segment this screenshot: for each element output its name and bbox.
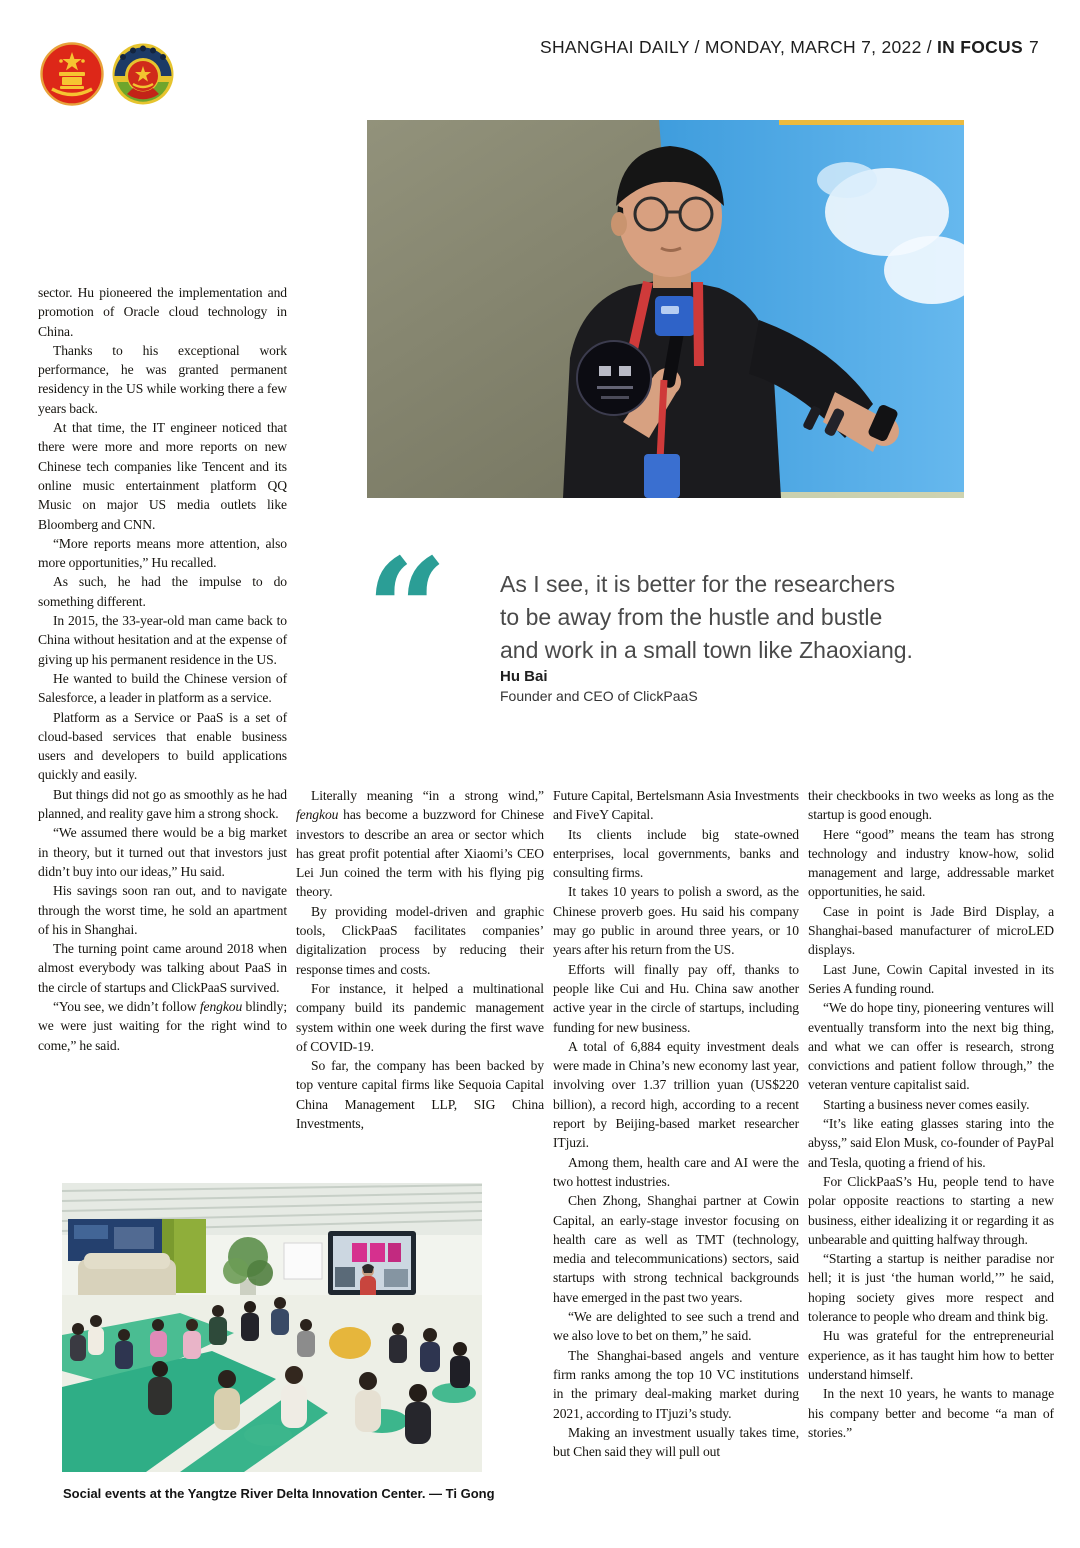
article-column-2 — [296, 786, 544, 1133]
paragraph: The Shanghai-based angels and venture firm ranks among the top 10 VC institutions in the primary deal-making market during 2021, according to ITjuzi’s study. — [553, 1347, 799, 1421]
paragraph: Last June, Cowin Capital invested in its Series A funding round. — [808, 961, 1054, 996]
paragraph: Making an investment usually takes time, but Chen said they will pull out — [553, 1424, 799, 1460]
paragraph: Chen Zhong, Shanghai partner at Cowin Capital, an early-stage investor focusing on health care as well as TMT (technology, media and telecommunications) sectors, said startups with strong technical backgrounds have emerged in the past two years. — [553, 1193, 799, 1305]
quote-mark-icon: “ — [366, 528, 448, 694]
paragraph: Platform as a Service or PaaS is a set of cloud-based services that enable business users and developers to build applications quickly and easily. — [38, 709, 287, 783]
paragraph: “We are delighted to see such a trend and we also love to bet on them,” he said. — [553, 1309, 799, 1344]
paragraph: “You see, we didn’t follow fengkou blindly; we were just waiting for the right wind to come,” he said. — [38, 998, 288, 1053]
paragraph: Thanks to his exceptional work performance, he was granted permanent residency in the US while working there a few years back. — [38, 342, 287, 416]
china-national-emblem-icon — [40, 42, 104, 106]
paragraph: “We assumed there would be a big market in theory, but it turned out that investors just didn’t buy into our ideas,” Hu said. — [38, 825, 287, 879]
page-header — [540, 37, 1039, 58]
event-photo — [62, 1183, 482, 1472]
quote-author: Hu Bai — [500, 668, 548, 685]
paragraph: By providing model-driven and graphic tools, ClickPaaS facilitates companies’ digitalization process by reducing their response times and costs. — [296, 903, 544, 977]
article-column-3 — [553, 786, 799, 1461]
paragraph: Among them, health care and AI were the two hottest industries. — [553, 1154, 799, 1189]
paragraph: sector. Hu pioneered the implementation and promotion of Oracle cloud technology in China. — [38, 285, 287, 339]
article-column-4 — [808, 786, 1054, 1442]
paragraph: As such, he had the impulse to do something different. — [38, 574, 287, 609]
paragraph: At that time, the IT engineer noticed that there were more and more reports on new Chinese tech companies like Tencent and its online music entertainment platform QQ Music on major US media outlets like Bloomberg and CNN. — [38, 420, 287, 532]
paragraph: Efforts will finally pay off, thanks to people like Cui and Hu. China saw another active year in the circle of startups, including funding for new business. — [553, 961, 799, 1035]
paragraph: In 2015, the 33-year-old man came back to China without hesitation and at the expense of giving up his permanent residence in the US. — [38, 613, 287, 667]
section-title: IN FOCUS — [936, 37, 1023, 57]
paragraph: Here “good” means the team has strong technology and industry know-how, solid management and large, addressable market opportunities, he said. — [808, 826, 1054, 900]
paragraph: Case in point is Jade Bird Display, a Shanghai-based manufacturer of microLED displays. — [808, 903, 1054, 958]
paragraph: In the next 10 years, he wants to manage his company better and become “a man of stories.” — [808, 1386, 1054, 1440]
paragraph: He wanted to build the Chinese version of Salesforce, a leader in platform as a service. — [38, 670, 287, 706]
paragraph: For instance, it helped a multinational company build its pandemic management system within one week during the first wave of COVID-19. — [296, 980, 544, 1054]
paragraph: Hu was grateful for the entrepreneurial experience, as it has taught him how to better understand himself. — [808, 1328, 1054, 1382]
photo-caption: Social events at the Yangtze River Delta Innovation Center. — Ti Gong — [63, 1486, 495, 1501]
paragraph: Starting a business never comes easily. — [823, 1096, 1030, 1112]
quote-author-title: Founder and CEO of ClickPaaS — [500, 688, 698, 704]
paragraph: It takes 10 years to polish a sword, as the Chinese proverb goes. Hu said his company may go public in around three years, or 10 years after his return from the US. — [553, 884, 799, 958]
article-column-1 — [38, 283, 287, 1055]
paragraph: A total of 6,884 equity investment deals were made in China’s new economy last year, involving over 1.37 trillion yuan (US$220 billion), a record high, according to a recent report by Beijing-based market researcher ITjuzi. — [553, 1038, 799, 1151]
paragraph: Literally meaning “in a strong wind,” fengkou has become a buzzword for Chinese investors to describe an area or sector which has great profit potential after Xiaomi’s CEO Lei Jun coined the term with his flying pig theory. — [296, 788, 544, 900]
paragraph: “More reports means more attention, also more opportunities,” Hu recalled. — [38, 535, 287, 571]
paragraph: But things did not go as smoothly as he had planned, and reality gave him a strong shock. — [38, 786, 287, 822]
page-number: 7 — [1028, 37, 1039, 57]
pull-quote-text: As I see, it is better for the researchers to be away from the hustle and bustle and work in a small town like Zhaoxiang. — [500, 571, 913, 663]
paragraph: For ClickPaaS’s Hu, people tend to have polar opposite reactions to starting a new business, either idealizing it or regarding it as unbearable and quitting halfway through. — [808, 1173, 1054, 1247]
paragraph: Future Capital, Bertelsmann Asia Investments and FiveY Capital. — [553, 788, 799, 823]
cppcc-emblem-icon — [111, 42, 175, 106]
paragraph: “It’s like eating glasses staring into the abyss,” said Elon Musk, co-founder of PayPal and Tesla, quoting a friend of his. — [808, 1116, 1054, 1170]
paragraph: “We do hope tiny, pioneering ventures will eventually transform into the next big thing, and what we can offer is research, strong convictions and patient follow through,” the veteran venture capitalist said. — [808, 1000, 1054, 1093]
paragraph: their checkbooks in two weeks as long as the startup is good enough. — [808, 788, 1054, 823]
paragraph: The turning point came around 2018 when almost everybody was talking about PaaS in the circle of startups and ClickPaaS survived. — [38, 941, 287, 995]
paragraph: “Starting a startup is neither paradise nor hell; it is just ‘the human world,’” he said, hoping society gives more respect and tolerance to people who dream and think big. — [808, 1251, 1054, 1325]
paragraph: His savings soon ran out, and to navigate through the worst time, he sold an apartment of his in Shanghai. — [38, 883, 287, 937]
paragraph: So far, the company has been backed by top venture capital firms like Sequoia Capital China Management LLP, SIG China Investments, — [296, 1058, 544, 1132]
speaker-photo — [367, 120, 964, 498]
paragraph: Its clients include big state-owned enterprises, local governments, banks and consulting firms. — [553, 826, 799, 881]
masthead-date: SHANGHAI DAILY / MONDAY, MARCH 7, 2022 / — [540, 37, 932, 57]
